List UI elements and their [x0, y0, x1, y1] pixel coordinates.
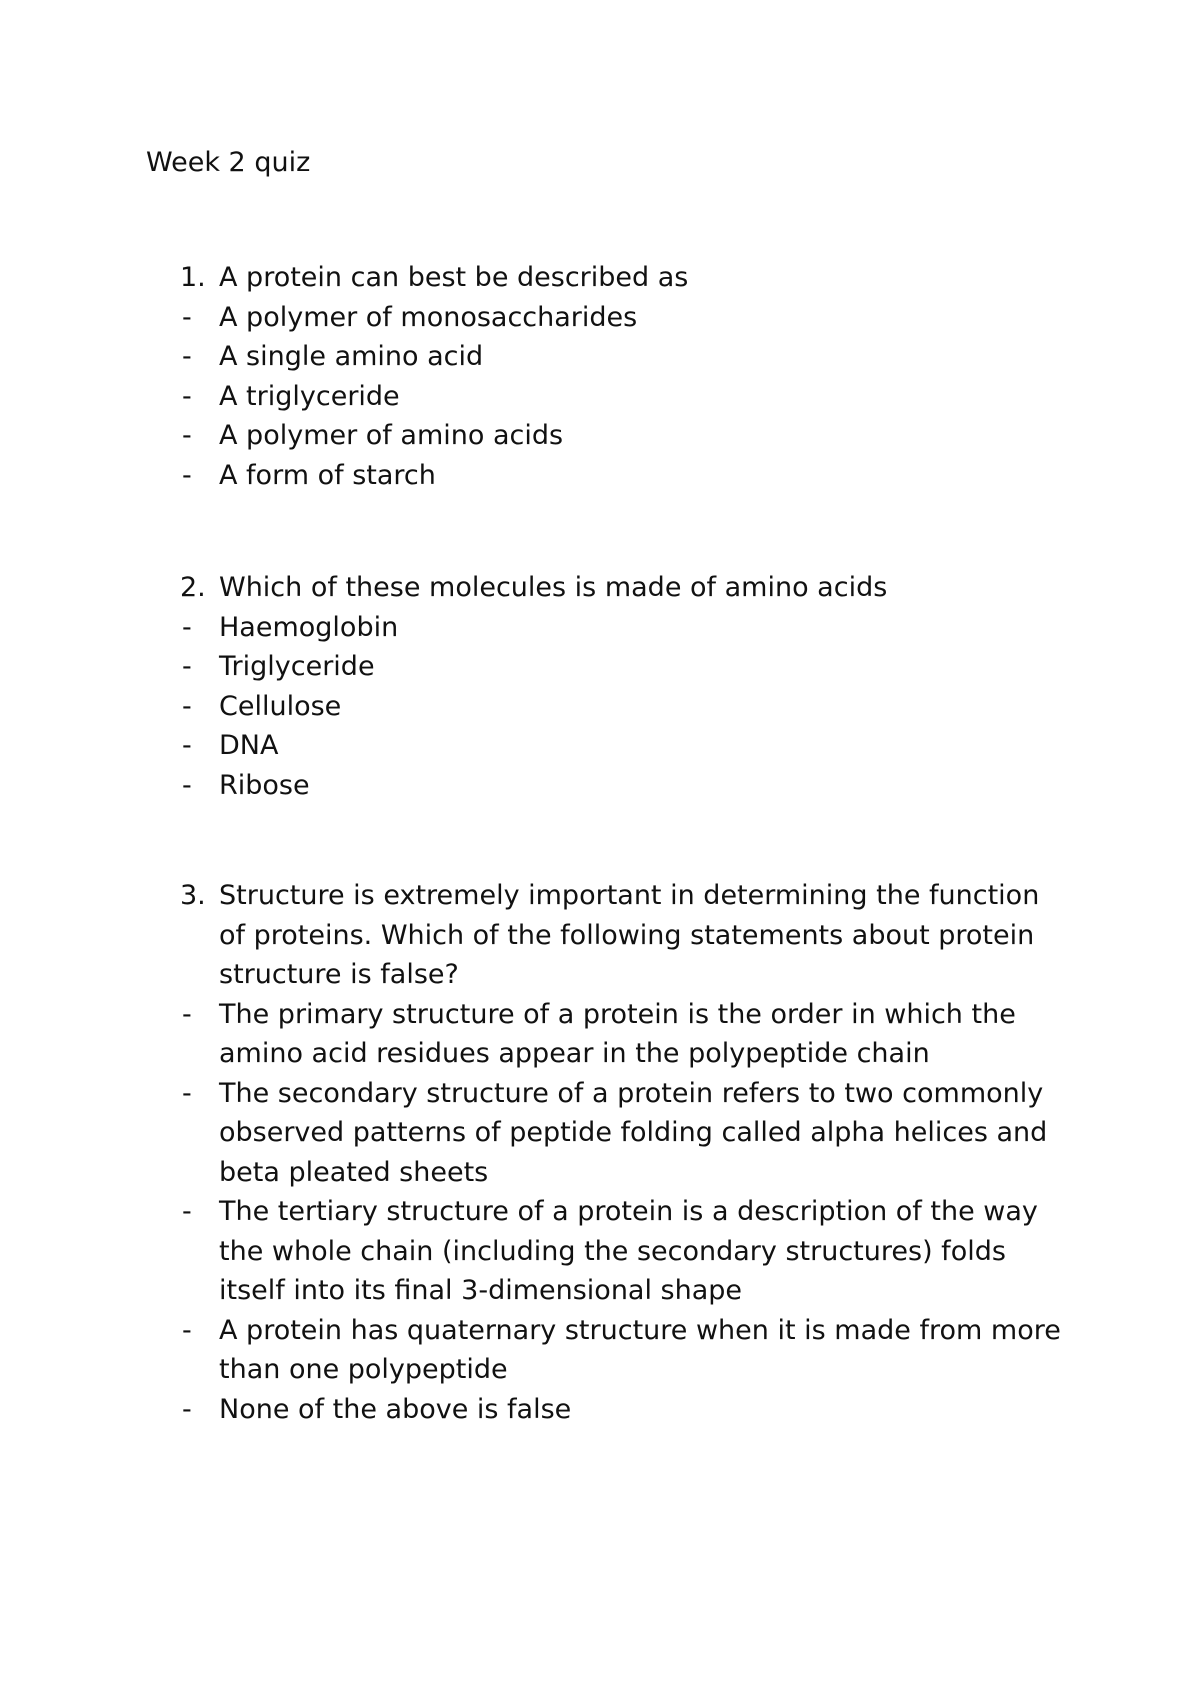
question-number: 3.: [180, 880, 206, 911]
answer-option: [0, 377, 1200, 417]
answer-option: [0, 608, 1200, 648]
option-text: The primary structure of a protein is the order in which the: [219, 998, 1016, 1030]
option-text: None of the above is false: [219, 1393, 572, 1425]
option-bullet: -: [182, 1077, 192, 1109]
answer-option: [0, 726, 1200, 766]
answer-option: [0, 687, 1200, 727]
question-stem-line: [0, 876, 1200, 916]
option-text: A single amino acid: [219, 341, 484, 372]
option-bullet: -: [182, 301, 192, 333]
answer-option: [0, 1192, 1200, 1232]
option-text: Haemoglobin: [219, 611, 399, 643]
option-text: The secondary structure of a protein refers to two commonly: [219, 1077, 1044, 1109]
option-bullet: -: [182, 459, 192, 491]
answer-option: [0, 456, 1200, 496]
option-bullet: -: [182, 730, 192, 761]
option-bullet: -: [182, 998, 192, 1030]
answer-option: [0, 298, 1200, 338]
option-bullet: -: [182, 651, 192, 682]
option-text: A triglyceride: [219, 380, 400, 412]
answer-option: [0, 766, 1200, 806]
question-stem-line: [0, 955, 1200, 995]
answer-option: [0, 1074, 1200, 1114]
option-text: A protein has quaternary structure when it is made from more: [219, 1314, 1061, 1346]
option-text: Ribose: [219, 769, 310, 801]
option-bullet: -: [182, 611, 192, 643]
option-text: A polymer of amino acids: [219, 420, 564, 451]
answer-option: [0, 1311, 1200, 1351]
question-stem-line: [0, 568, 1200, 608]
option-text: A form of starch: [219, 459, 436, 491]
answer-option: [0, 995, 1200, 1035]
option-text: the whole chain (including the secondary structures) folds: [219, 1235, 1006, 1267]
question-stem: structure is false?: [219, 959, 459, 990]
option-bullet: -: [182, 1393, 192, 1425]
question-stem: Structure is extremely important in determining the function: [219, 880, 1040, 911]
question-1: [0, 258, 1200, 495]
option-text: Triglyceride: [219, 651, 375, 682]
question-2: [0, 568, 1200, 805]
option-text: Cellulose: [219, 690, 342, 722]
question-stem-line: [0, 258, 1200, 298]
answer-option: [0, 416, 1200, 456]
question-number: 2.: [180, 572, 206, 603]
question-stem: Which of these molecules is made of amino acids: [219, 572, 888, 603]
question-stem: A protein can best be described as: [219, 262, 689, 293]
question-stem: of proteins. Which of the following statements about protein: [219, 919, 1035, 951]
option-text: The tertiary structure of a protein is a description of the way: [219, 1196, 1038, 1227]
answer-option-continuation: [0, 1350, 1200, 1390]
option-bullet: -: [182, 1314, 192, 1346]
option-text: than one polypeptide: [219, 1354, 508, 1385]
option-text: amino acid residues appear in the polypeptide chain: [219, 1038, 930, 1069]
option-bullet: -: [182, 380, 192, 412]
option-bullet: -: [182, 769, 192, 801]
answer-option-continuation: [0, 1113, 1200, 1153]
option-bullet: -: [182, 1196, 192, 1227]
option-bullet: -: [182, 690, 192, 722]
option-text: beta pleated sheets: [219, 1156, 489, 1188]
answer-option: [0, 1390, 1200, 1430]
option-bullet: -: [182, 420, 192, 451]
answer-option-continuation: [0, 1271, 1200, 1311]
answer-option-continuation: [0, 1153, 1200, 1193]
option-bullet: -: [182, 341, 192, 372]
answer-option: [0, 647, 1200, 687]
option-text: observed patterns of peptide folding called alpha helices and: [219, 1117, 1048, 1148]
question-3: [0, 876, 1200, 1429]
answer-option-continuation: [0, 1232, 1200, 1272]
question-number: 1.: [180, 262, 206, 293]
question-stem-line: [0, 916, 1200, 956]
option-text: A polymer of monosaccharides: [219, 301, 638, 333]
document-title: Week 2 quiz: [146, 147, 311, 178]
option-text: DNA: [219, 730, 279, 761]
answer-option: [0, 337, 1200, 377]
answer-option-continuation: [0, 1034, 1200, 1074]
option-text: itself into its final 3-dimensional shape: [219, 1275, 743, 1306]
